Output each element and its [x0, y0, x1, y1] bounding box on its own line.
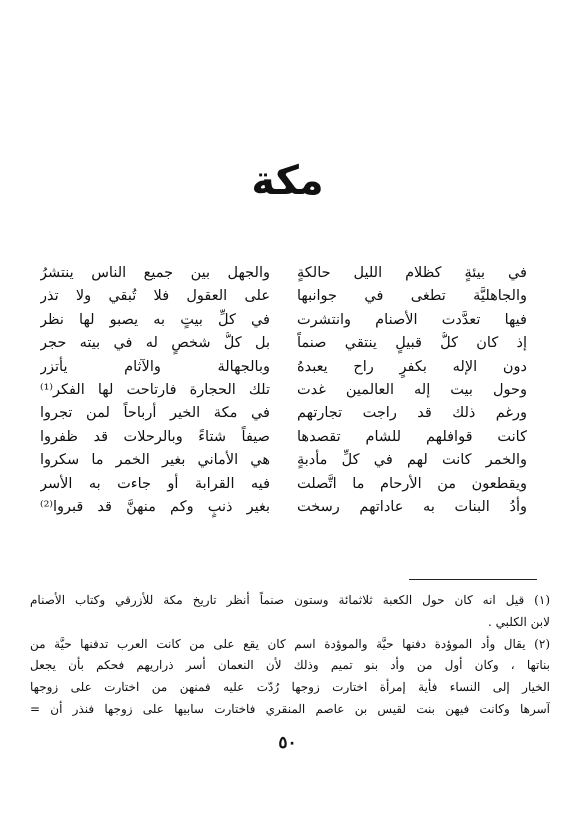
hemistich-left: وبالجهالة والآثام يأتزر: [40, 358, 270, 375]
poem-left-column: [40, 262, 270, 519]
hemistich-left: صيفاً شتاءً وبالرحلات قد ظفروا: [40, 428, 270, 445]
footnote-line: آسرها وكانت فيهن بنت لقيس بن عاصم المنقري فاختارت سابيها على زوجها فنذر أن =: [30, 701, 550, 716]
footnote-2: [30, 634, 550, 721]
hemistich-left: والجهل بين جميع الناس ينتشرُ: [40, 265, 270, 281]
hemistich-left: تلك الحجارة فارتاحت لها الفكر⁽¹⁾: [40, 381, 270, 398]
footnote-line: لابن الكلبي .: [488, 614, 550, 629]
footnote-line: الخيار إلى النساء فأية إمرأة اختارت زوجها رُدّت عليه فمنهن من اختارت على زوجها: [30, 680, 550, 695]
hemistich-right: والخمر كانت لهم في كلِّ مأدبةٍ: [297, 452, 527, 469]
hemistich-right: دون الإله بكفرٍ راح يعبدهُ: [297, 358, 527, 375]
poem-right-column: [297, 262, 527, 519]
footnote-line: (١) قيل انه كان حول الكعبة ثلاثمائة وستون صنماً أنظر تاريخ مكة للأزرقي وكتاب الأصنام: [30, 593, 550, 607]
page-number: ٥٠: [278, 733, 297, 753]
hemistich-right: فيها تعدَّدت الأصنام وانتشرت: [297, 311, 527, 328]
footnote-1: [30, 590, 550, 634]
hemistich-right: وحول بيت إله العالمين غدت: [297, 381, 527, 398]
hemistich-right: ورغم ذلك قد راجت تجارتهم: [297, 405, 527, 422]
page-heading: مكة: [251, 158, 324, 204]
footnote-line: (٢) يقال وأد الموؤدة دفنها حيَّة والموؤدة اسم كان يقع على من كانت العرب تدفنها حيَّة من: [30, 636, 550, 651]
hemistich-left: في كلِّ بيتٍ به يصبو لها نظر: [40, 311, 270, 328]
hemistich-right: وأدُ البنات به عاداتهم رسخت: [297, 498, 527, 515]
hemistich-right: إذ كان كلُّ قبيلٍ ينتقي صنماً: [297, 335, 527, 352]
poem: [40, 262, 527, 567]
hemistich-right: كانت قوافلهم للشام تقصدها: [297, 428, 527, 445]
hemistich-left: بل كلُّ شخصٍ له في بيته حجر: [40, 335, 270, 352]
hemistich-right: والجاهليَّة تطغى في جوانبها: [297, 288, 527, 305]
hemistich-left: هي الأماني بغير الخمر ما سكروا: [40, 452, 270, 469]
hemistich-left: على العقول فلا تُبقي ولا تذر: [40, 288, 270, 305]
hemistich-left: في مكة الخير أرباحاً لمن تجروا: [40, 405, 270, 422]
hemistich-right: في بيئةٍ كظلام الليل حالكةٍ: [297, 265, 527, 281]
hemistich-left: فيه القرابة أو جاءت به الأسر: [40, 475, 270, 492]
footnote-divider: [409, 579, 537, 580]
hemistich-left: بغير ذنبٍ وكم منهنَّ قد قبروا⁽²⁾: [40, 498, 270, 515]
footnotes: [30, 590, 550, 721]
footnote-line: بناتها ، وكان أول من وأد بنو تميم وذلك لأن النعمان أسر ذراريهم فحكم بأن يجعل: [30, 658, 550, 673]
hemistich-right: ويقطعون من الأرحام ما اتَّصلت: [297, 475, 527, 492]
